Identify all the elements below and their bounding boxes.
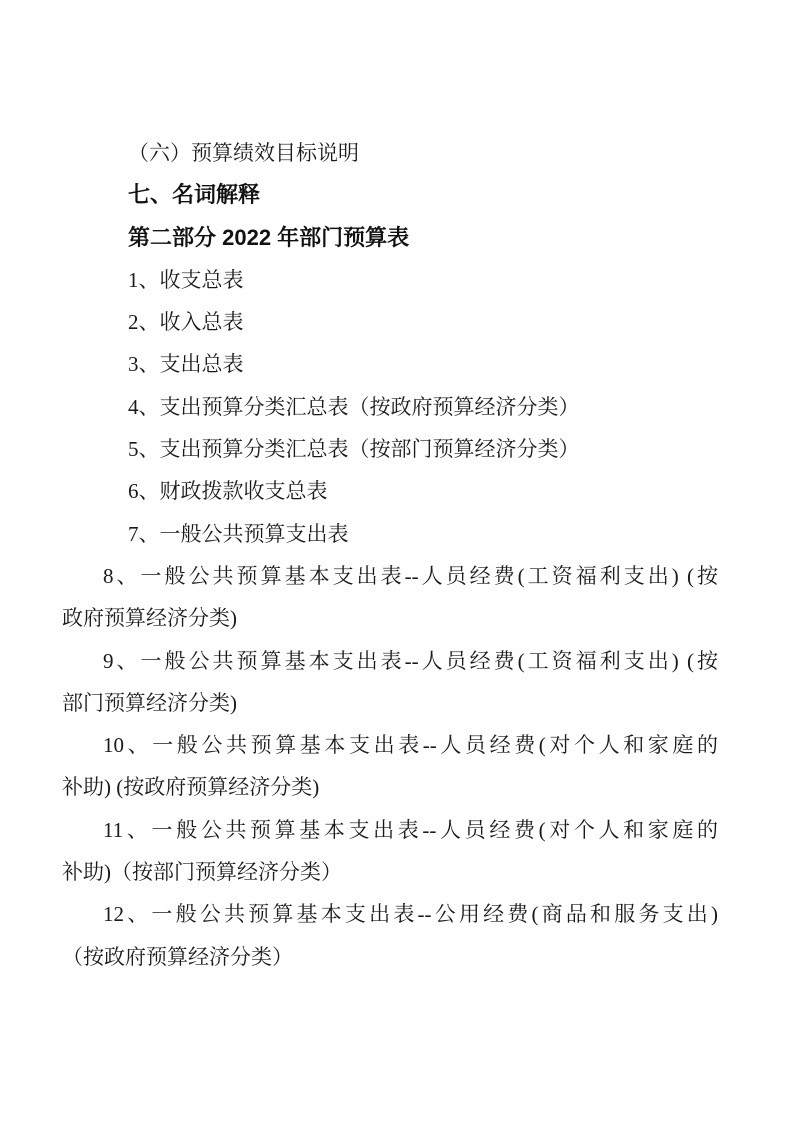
document-line: 5、支出预算分类汇总表（按部门预算经济分类）	[128, 437, 580, 462]
document-body	[62, 132, 718, 978]
document-line: 9、一般公共预算基本支出表--人员经费(工资福利支出) (按	[103, 648, 718, 673]
document-line: （六）预算绩效目标说明	[128, 141, 359, 165]
document-line: 1、收支总表	[128, 267, 244, 292]
document-line: 政府预算经济分类)	[62, 606, 237, 631]
document-line: 补助)（按部门预算经济分类）	[62, 860, 342, 885]
document-line: 2、收入总表	[128, 310, 244, 335]
document-line: 补助) (按政府预算经济分类)	[62, 775, 320, 800]
document-line: 10、一般公共预算基本支出表--人员经费(对个人和家庭的	[103, 733, 718, 758]
document-line: 部门预算经济分类)	[62, 690, 237, 715]
document-line: 6、财政拨款收支总表	[128, 479, 328, 504]
document-heading-line: 第二部分 2022 年部门预算表	[128, 224, 410, 250]
document-heading-line: 七、名词解释	[128, 182, 261, 208]
document-line: 11、一般公共预算基本支出表--人员经费(对个人和家庭的	[103, 817, 718, 842]
document-line: 8、一般公共预算基本支出表--人员经费(工资福利支出) (按	[103, 563, 718, 588]
document-line: 4、支出预算分类汇总表（按政府预算经济分类）	[128, 394, 580, 419]
document-line: （按政府预算经济分类）	[62, 944, 293, 969]
document-line: 7、一般公共预算支出表	[128, 521, 349, 546]
document-line: 12、一般公共预算基本支出表--公用经费(商品和服务支出)	[103, 902, 718, 927]
document-line: 3、支出总表	[128, 352, 244, 377]
